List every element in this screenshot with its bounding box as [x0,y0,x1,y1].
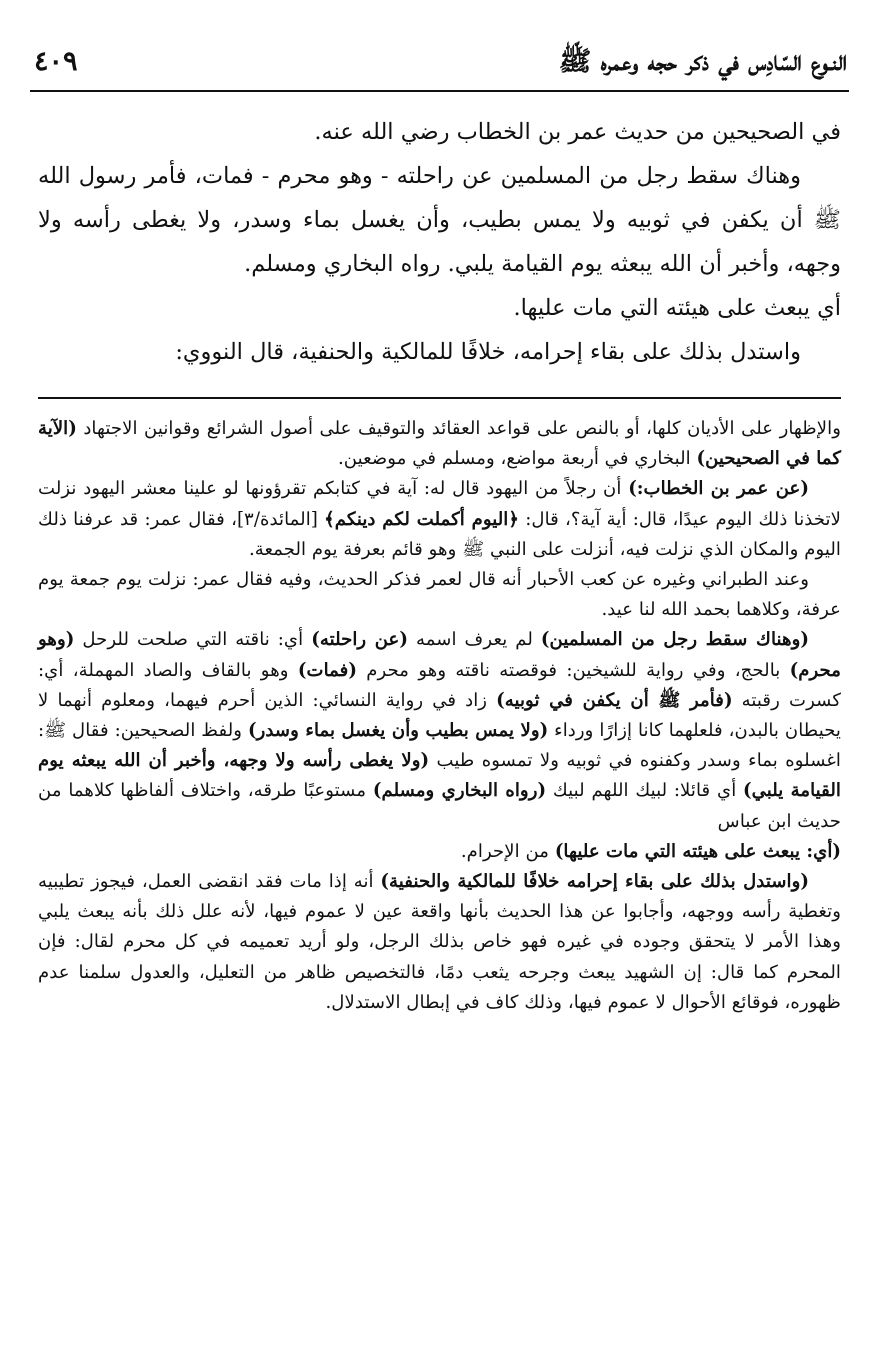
footnote-quote: (وهو محرم) [38,629,841,681]
main-paragraph: في الصحيحين من حديث عمر بن الخطاب رضي الله عنه. [314,119,841,145]
footnote-divider [38,397,841,399]
running-header [30,38,849,92]
footnote-quote: (ولا يغطى رأسه ولا وجهه، وأخبر أن الله يبعثه يوم القيامة يلبي) [38,750,841,802]
main-paragraph: وهناك سقط رجل من المسلمين عن راحلته - وهو محرم - فمات، فأمر رسول الله ﷺ أن يكفن في ثوبيه ولا يمس بطيب، وأن يغسل بماء وسدر، ولا يغطى رأسه ولا وجهه، وأخبر أن الله يبعثه يوم القيامة يلبي. رواه البخاري ومسلم. [38,163,841,277]
page-number: ٤٠٩ [34,46,78,77]
footnote-text: [المائدة/٣]، فقال عمر: قد عرفنا ذلك اليوم والمكان الذي نزلت فيه، أنزلت على النبي ﷺ وهو قائم بعرفة يوم الجمعة. [38,508,841,560]
footnote-paragraph: وعند الطبراني وغيره عن كعب الأحبار أنه قال لعمر فذكر الحديث، وفيه فقال عمر: نزلت يوم جمعة يوم عرفة، وكلاهما بحمد الله لنا عيد. [38,569,841,621]
footnote-text: أي قائلا: لبيك اللهم لبيك [546,780,743,802]
main-text [38,110,841,374]
footnote-text: زاد في رواية النسائي: الذين أحرم فيهما، ومعلوم أنهما لا يحيطان بالبدن، فلعلهما كانا إزارًا ورداء [38,689,841,742]
footnote-paragraph [38,414,841,474]
footnote-quote: (الآية كما في الصحيحين) [38,418,841,470]
footnote-text: بالحج، وفي رواية للشيخين: فوقصته ناقته وهو محرم [356,659,790,681]
footnote-paragraph [38,867,841,1018]
footnote-quote: ﴿اليوم أكملت لكم دينكم﴾ [324,508,520,530]
footnote-text: ولفظ الصحيحين: فقال ﷺ: اغسلوه بماء وسدر وكفنوه في ثوبيه ولا تمسوه طيب [38,720,841,772]
footnote-paragraph [38,837,841,867]
main-paragraph: أي يبعث على هيئته التي مات عليها. [513,295,841,321]
footnote-text: أي: ناقته التي صلحت للرحل [74,629,312,651]
footnote-paragraph [38,474,841,565]
footnote-text: وهو بالقاف والصاد المهملة، أي: كسرت رقبته [38,659,841,711]
footnote-text: مستوعبًا طرقه، واختلاف ألفاظها كلاهما من حديث ابن عباس [38,780,841,832]
footnote-quote: (فمات) [297,659,357,681]
footnote-quote: (واستدل بذلك على بقاء إحرامه خلافًا للمالكية والحنفية) [380,871,809,893]
footnote-quote: (عن عمر بن الخطاب:) [628,478,809,500]
footnote-quote: (فأمر ﷺ أن يكفن في ثوبيه) [496,689,733,711]
main-paragraph: واستدل بذلك على بقاء إحرامه، خلافًا للمالكية والحنفية، قال النووي: [175,339,801,365]
chapter-title: النـوع السّادِس في ذكر حجه وعمره ﷺ [558,46,847,77]
footnote-text: والإظهار على الأديان كلها، أو بالنص على قواعد العقائد والتوقيف على أصول الشرائع وقوانين الاجتهاد [76,418,841,439]
footnote-text: من الإحرام. [460,840,555,862]
footnote-quote: (عن راحلته) [311,629,409,651]
footnote-paragraph [38,625,841,836]
footnote-quote: (ولا يمس بطيب وأن يغسل بماء وسدر) [247,720,549,742]
footnote-text: لم يعرف اسمه [408,629,541,651]
footnote-quote: (أي: يبعث على هيئته التي مات عليها) [554,840,841,862]
footnote-quote: (رواه البخاري ومسلم) [372,780,547,802]
footnote-text: البخاري في أربعة مواضع، ومسلم في موضعين. [337,448,697,470]
footnote-text: أنه إذا مات فقد انقضى العمل، فيجوز تطيبيه وتغطية رأسه ووجهه، وأجابوا عن هذا الحديث بأنها واقعة عين لا عموم فيها، لأنه علل ذلك بأنه يبعث يلبي وهذا الأمر لا يتحقق وجوده في غيره فهو خاص بذلك الرجل، ولو أريد تعميمه في كل محرم لقال: فإن المحرم كما قال: إن الشهيد يبعث وجرحه يثعب دمًا، فالتخصيص ظاهر من التعليل، والعدول سلمنا عدم ظهوره، فوقائع الأحوال لا عموم فيها، وذلك كاف في إبطال الاستدلال. [38,871,841,1013]
commentary-footnotes [38,414,841,1018]
footnote-quote: (وهناك سقط رجل من المسلمين) [540,629,809,651]
footnote-text: أن رجلاً من اليهود قال له: آية في كتابكم تقرؤونها لو علينا معشر اليهود نزلت لاتخذنا ذلك اليوم عيدًا، قال: أية آية؟، قال: [38,478,841,530]
